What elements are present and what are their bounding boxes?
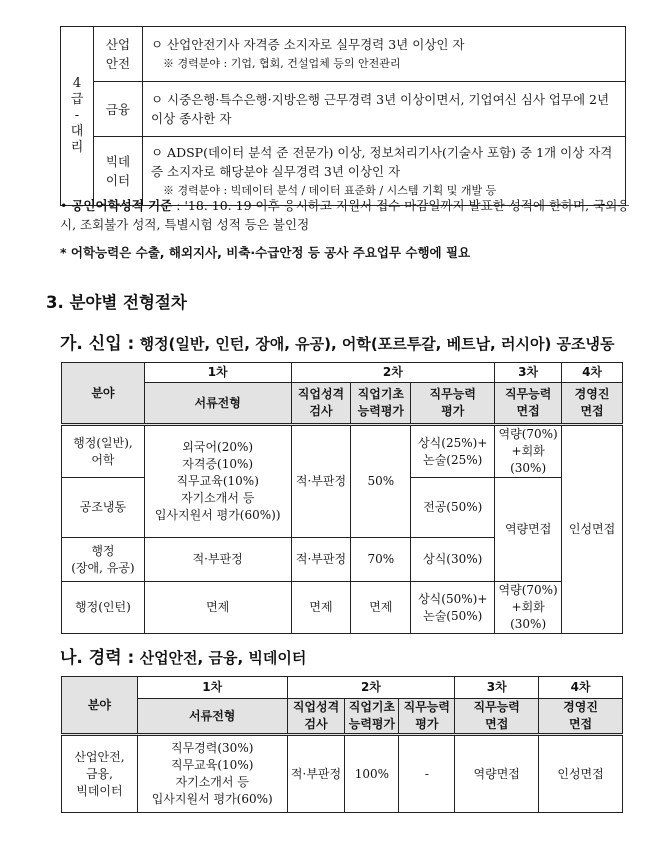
- cell-line: +회화(30%): [510, 600, 547, 631]
- header-duty: [411, 383, 495, 425]
- cell-line: 자격증(10%): [182, 457, 254, 471]
- table-row: [62, 582, 623, 634]
- substage-row: [62, 383, 623, 425]
- row-field: 행정(인턴): [62, 582, 145, 634]
- cell-line: 논술(50%): [423, 608, 483, 623]
- header-stage1: 1차: [137, 677, 287, 699]
- header-stage4: 4차: [539, 677, 623, 699]
- header-doc: 서류전형: [144, 383, 291, 425]
- header-interview: [455, 699, 539, 735]
- cell-line: 입사지원서 평가(60%)): [154, 508, 281, 522]
- section-title: 3. 분야별 전형절차: [46, 293, 187, 312]
- cell-line: 금융,: [85, 766, 113, 781]
- doc-criteria: [144, 425, 291, 538]
- job-test-cell: 적·부판정: [291, 538, 351, 582]
- interview-cell: 역량면접: [455, 735, 539, 813]
- field-line: 안전: [105, 56, 131, 71]
- cell-line: 상식(25%)+: [418, 435, 488, 450]
- cell-line: 산업안전,: [74, 749, 125, 764]
- doc-criteria: [137, 735, 287, 813]
- hdr-line: 면접: [485, 717, 509, 731]
- cell-line: 행정(일반),: [73, 435, 133, 450]
- hdr-line: 직무능력: [403, 700, 451, 714]
- hdr-line: 직업성격: [292, 700, 340, 714]
- field-line: 이터: [105, 173, 131, 188]
- exec-cell: 인성면접: [562, 425, 623, 634]
- cell-line: 직무교육(10%): [176, 474, 259, 488]
- cell-line: 입사지원서 평가(60%): [151, 792, 273, 806]
- hdr-line: 직무능력: [504, 387, 552, 401]
- field-line: 금융: [105, 101, 131, 117]
- row-field: [62, 425, 145, 478]
- header-exec: [562, 383, 623, 425]
- cell-line: 자기소개서 등: [180, 491, 255, 505]
- basic-cell: 50%: [351, 425, 411, 538]
- doc-cell: 적·부판정: [144, 538, 291, 582]
- row-field: [62, 538, 145, 582]
- career-lead: 나. 경력 :: [60, 648, 135, 668]
- grade-char: 4: [72, 76, 82, 91]
- hdr-line: 평가: [441, 404, 465, 418]
- hdr-line: 직업기초: [348, 700, 396, 714]
- hdr-line: 직무능력: [429, 387, 476, 401]
- duty-cell: 전공(50%): [411, 478, 495, 538]
- job-test-cell: 적·부판정: [287, 735, 345, 813]
- interview-cell: 역량면접: [495, 478, 562, 582]
- interview-cell: [495, 425, 562, 478]
- newcomer-title: [60, 329, 615, 354]
- cell-line: 직무경력(30%): [171, 741, 254, 755]
- cell-line: 행정: [91, 543, 115, 558]
- grade-char: -: [74, 108, 80, 123]
- cell-line: 논술(25%): [423, 452, 483, 467]
- doc-cell: 면제: [144, 582, 291, 634]
- language-ability-note: * 어학능력은 수출, 해외지사, 비축·수급안정 등 공사 주요업무 수행에 필요: [60, 245, 471, 260]
- header-stage3: 3차: [455, 677, 539, 699]
- cell-line: (장애, 유공): [71, 560, 135, 575]
- duty-cell: 상식(30%): [411, 538, 495, 582]
- hdr-line: 평가: [415, 717, 439, 731]
- grade-cell: [61, 27, 94, 206]
- bullet: •: [60, 198, 68, 213]
- newcomer-fields: 행정(일반, 인턴, 장애, 유공), 어학(포르투갈, 베트남, 러시아) 공조냉동: [134, 335, 615, 353]
- hdr-line: 면접: [516, 404, 540, 418]
- header-stage1: 1차: [144, 363, 291, 383]
- duty-cell: [411, 582, 495, 634]
- hdr-line: 직업성격: [297, 387, 345, 401]
- career-fields: 산업안전, 금융, 빅데이터: [134, 649, 307, 667]
- qual-field: [94, 82, 143, 137]
- header-job-test: [291, 383, 351, 425]
- grade-char: 대: [70, 124, 84, 139]
- header-basic: [351, 383, 411, 425]
- cell-line: 직무교육(10%): [171, 758, 254, 772]
- row-field: 공조냉동: [62, 478, 145, 538]
- row-field: [62, 735, 138, 813]
- qual-note: ※ 경력분야 : 빅데이터 분석 / 데이터 표준화 / 시스템 기획 및 개발 등: [163, 183, 497, 197]
- basic-cell: 면제: [351, 582, 411, 634]
- hdr-line: 면접: [568, 717, 593, 731]
- basic-cell: 70%: [351, 538, 411, 582]
- cell-line: 역량(70%): [498, 583, 558, 597]
- stage-row: [62, 677, 623, 699]
- grade-char: 급: [70, 92, 84, 107]
- hdr-line: 능력평가: [348, 717, 396, 731]
- table-row: [62, 425, 623, 478]
- header-field: 분야: [62, 363, 145, 425]
- qual-row-industrial-safety: [61, 27, 626, 82]
- header-field: 분야: [62, 677, 138, 735]
- interview-cell: [495, 582, 562, 634]
- hdr-line: 면접: [580, 404, 604, 418]
- qual-row-finance: [61, 82, 626, 137]
- qual-field: [94, 27, 143, 82]
- qualification-table: [60, 26, 626, 206]
- newcomer-process-table: [61, 362, 623, 634]
- stage-row: [62, 363, 623, 383]
- header-stage3: 3차: [495, 363, 562, 383]
- cell-line: 자기소개서 등: [175, 775, 249, 789]
- header-interview: [495, 383, 562, 425]
- cell-line: 상식(50%)+: [418, 591, 488, 606]
- qual-desc: [143, 27, 626, 82]
- exec-cell: 인성면접: [539, 735, 623, 813]
- hdr-line: 검사: [309, 404, 333, 418]
- hdr-line: 검사: [304, 717, 328, 731]
- field-line: 산업: [105, 37, 131, 52]
- header-basic: [345, 699, 399, 735]
- career-title: [60, 643, 306, 668]
- header-stage2: 2차: [291, 363, 495, 383]
- cell-line: +회화(30%): [510, 444, 547, 475]
- cell-line: 외국어(20%): [182, 440, 254, 454]
- hdr-line: 경영진: [563, 700, 598, 714]
- qual-note: ※ 경력분야 : 기업, 협회, 건설업체 등의 안전관리: [163, 57, 401, 70]
- qual-desc-text: ㅇ ADSP(데이터 분석 준 전문가) 이상, 정보처리기사(기술사 포함) 중 1개 이상 자격증 소지자로 해당분야 실무경력 3년 이상인 자: [151, 144, 613, 179]
- cell-line: 어학: [91, 452, 115, 467]
- language-label: 공인어학성적 기준: [71, 198, 173, 213]
- hdr-line: 직무능력: [473, 700, 520, 714]
- cell-line: 역량(70%): [498, 427, 558, 441]
- header-stage2: 2차: [287, 677, 455, 699]
- header-exec: [539, 699, 623, 735]
- field-line: 빅데: [105, 154, 131, 169]
- job-test-cell: 면제: [291, 582, 351, 634]
- language-score-note: [60, 196, 630, 234]
- career-process-table: [61, 676, 623, 813]
- hdr-line: 능력평가: [357, 404, 405, 418]
- job-test-cell: 적·부판정: [291, 425, 351, 538]
- header-doc: 서류전형: [137, 699, 287, 735]
- header-duty: [399, 699, 455, 735]
- qual-desc-text: ㅇ 시중은행·특수은행·지방은행 근무경력 3년 이상이면서, 기업여신 심사 업무에 2년 이상 종사한 자: [151, 92, 610, 126]
- cell-line: 빅데이터: [76, 783, 123, 798]
- grade-char: 리: [70, 140, 84, 155]
- hdr-line: 경영진: [574, 387, 610, 401]
- language-text: : '18. 10. 19 이후 응시하고 지원서 접수 마감일까지 발표한 성적에 한하며, 국외응시, 조회불가 성적, 특별시험 성적 등은 불인정: [60, 198, 630, 232]
- qual-desc: [143, 82, 626, 137]
- qual-desc-text: ㅇ 산업안전기사 자격증 소지자로 실무경력 3년 이상인 자: [151, 37, 465, 52]
- substage-row: [62, 699, 623, 735]
- duty-cell: -: [399, 735, 455, 813]
- basic-cell: 100%: [345, 735, 399, 813]
- hdr-line: 직업기초: [357, 387, 405, 401]
- newcomer-lead: 가. 신입 :: [60, 334, 135, 354]
- header-stage4: 4차: [562, 363, 623, 383]
- table-row: [62, 735, 623, 813]
- duty-cell: [411, 425, 495, 478]
- header-job-test: [287, 699, 345, 735]
